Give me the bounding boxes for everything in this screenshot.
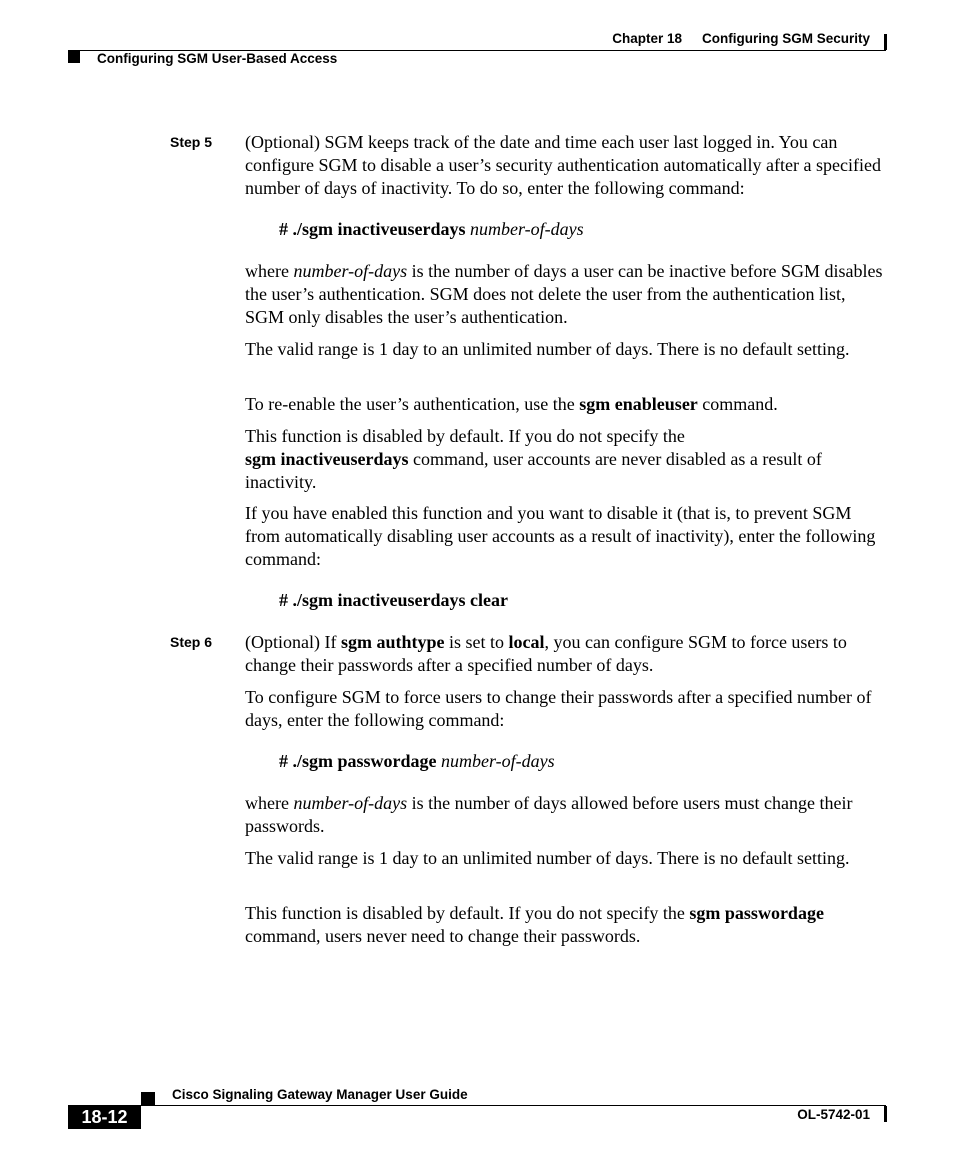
command-line <box>279 218 584 241</box>
paragraph <box>245 260 885 329</box>
page-number: 18-12 <box>68 1105 141 1129</box>
paragraph <box>245 902 885 948</box>
text: This function is disabled by default. If you do not specify the <box>245 426 685 446</box>
guide-title: Cisco Signaling Gateway Manager User Guide <box>172 1087 468 1102</box>
document-number: OL-5742-01 <box>797 1107 870 1122</box>
text: command, users never need to change their passwords. <box>245 926 641 946</box>
argument: number-of-days <box>293 793 408 813</box>
text: To re-enable the user’s authentication, use the <box>245 394 575 414</box>
footer-marker-bar <box>884 1106 887 1122</box>
chapter-number: Chapter 18 <box>612 31 682 46</box>
running-header-chapter <box>612 31 870 46</box>
step-intro <box>245 631 885 677</box>
command-line <box>279 589 508 612</box>
paragraph: The valid range is 1 day to an unlimited number of days. There is no default setting. <box>245 848 850 868</box>
command-keyword: # ./sgm inactiveuserdays <box>279 219 466 239</box>
text: is set to <box>448 632 504 652</box>
paragraph: To configure SGM to force users to change their passwords after a specified number of days, enter the following command: <box>245 687 872 730</box>
command-keyword: # ./sgm inactiveuserdays clear <box>279 590 508 610</box>
command-name: sgm inactiveuserdays <box>245 449 409 469</box>
text: where <box>245 793 289 813</box>
text: is the number of days a user can be inactive before SGM disables the user’s authentication. SGM does not delete the user from the authentication list, SGM only disables the user’s authentication. <box>245 261 883 327</box>
paragraph: The valid range is 1 day to an unlimited number of days. There is no default setting. <box>245 339 850 359</box>
command-argument: number-of-days <box>470 219 584 239</box>
command-line <box>279 750 555 773</box>
step-intro: (Optional) SGM keeps track of the date and time each user last logged in. You can configure SGM to disable a user’s security authentication automatically after a specified number of days of inactivity. To do so, enter the following command: <box>245 132 881 198</box>
step-label: Step 5 <box>170 134 213 150</box>
command-keyword: # ./sgm passwordage <box>279 751 437 771</box>
section-title: Configuring SGM User-Based Access <box>97 51 338 66</box>
paragraph <box>245 393 885 416</box>
footer-marker-square <box>141 1092 155 1105</box>
header-marker-square <box>68 50 80 63</box>
command-name: sgm enableuser <box>579 394 698 414</box>
paragraph <box>245 792 885 838</box>
command-name: sgm authtype <box>340 632 445 652</box>
text: command. <box>702 394 778 414</box>
text: where <box>245 261 289 281</box>
setting-value: local <box>508 632 545 652</box>
header-marker-bar <box>884 34 887 50</box>
step-label: Step 6 <box>170 634 213 650</box>
command-argument: number-of-days <box>441 751 555 771</box>
footer-rule <box>68 1105 886 1106</box>
text: command, user accounts are never disabled as a result of inactivity. <box>245 449 822 492</box>
command-name: sgm passwordage <box>689 903 824 923</box>
argument: number-of-days <box>293 261 408 281</box>
paragraph <box>245 425 885 494</box>
chapter-title: Configuring SGM Security <box>701 31 870 46</box>
text: (Optional) If <box>245 632 337 652</box>
paragraph: If you have enabled this function and you want to disable it (that is, to prevent SGM from automatically disabling user accounts as a result of inactivity), enter the following command: <box>245 503 876 569</box>
text: , you can configure SGM to force users to change their passwords after a specified number of days. <box>245 632 847 675</box>
text: This function is disabled by default. If you do not specify the <box>245 903 685 923</box>
text: is the number of days allowed before users must change their passwords. <box>245 793 853 836</box>
